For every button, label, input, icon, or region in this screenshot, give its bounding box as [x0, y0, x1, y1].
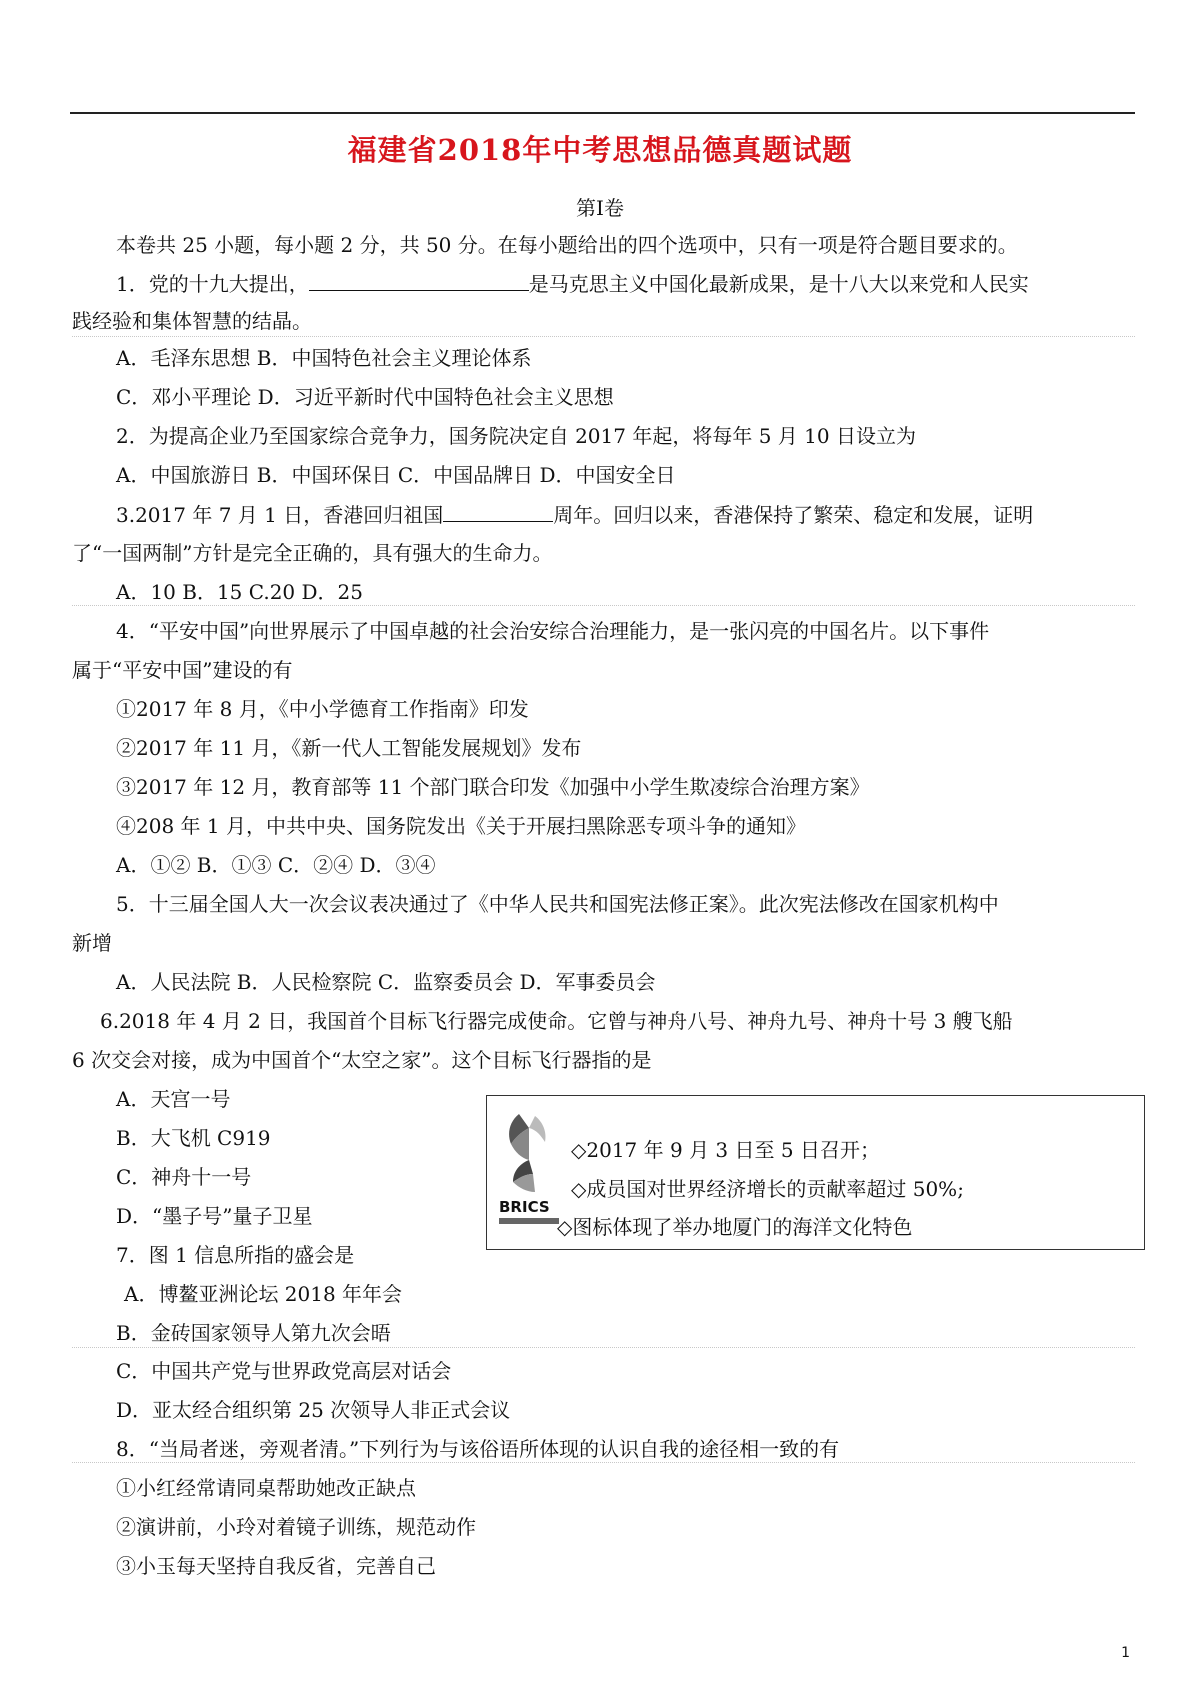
question-4-item-4: ④208 年 1 月，中共中央、国务院发出《关于开展扫黑除恶专项斗争的通知》 — [116, 814, 806, 838]
question-7-option-b: B．金砖国家领导人第九次会晤 — [116, 1321, 391, 1345]
question-5: 5．十三届全国人大一次会议表决通过了《中华人民共和国宪法修正案》。此次宪法修改在国家机构中 — [116, 892, 999, 916]
logo-text: BRICS — [499, 1198, 550, 1216]
question-7-option-a: A．博鳌亚洲论坛 2018 年年会 — [124, 1282, 403, 1306]
question-6-option-b: B．大飞机 C919 — [116, 1126, 271, 1150]
question-6-option-c: C．神舟十一号 — [116, 1165, 252, 1189]
dotted-divider — [72, 336, 1135, 337]
question-8-item-2: ②演讲前，小玲对着镜子训练，规范动作 — [116, 1515, 476, 1539]
question-3-post: 周年。回归以来，香港保持了繁荣、稳定和发展，证明 — [553, 503, 1034, 527]
question-1 — [116, 270, 1029, 297]
question-4-options: A．①② B．①③ C．②④ D．③④ — [116, 853, 436, 877]
question-3-options: A．10 B．15 C.20 D．25 — [116, 580, 363, 604]
question-1-post: 是马克思主义中国化最新成果，是十八大以来党和人民实 — [528, 272, 1029, 296]
section-heading: 第Ⅰ卷 — [576, 196, 624, 220]
question-4: 4．“平安中国”向世界展示了中国卓越的社会治安综合治理能力，是一张闪亮的中国名片。以下事件 — [116, 619, 990, 643]
question-4-item-3: ③2017 年 12 月，教育部等 11 个部门联合印发《加强中小学生欺凌综合治理方案》 — [116, 775, 870, 799]
question-7-option-c: C．中国共产党与世界政党高层对话会 — [116, 1359, 452, 1383]
page-number: 1 — [1121, 1645, 1130, 1661]
answer-blank — [443, 501, 553, 522]
dotted-divider — [72, 1347, 1135, 1348]
question-1-options-a-b: A．毛泽东思想 B．中国特色社会主义理论体系 — [116, 346, 532, 370]
question-5-options: A．人民法院 B．人民检察院 C．监察委员会 D．军事委员会 — [116, 970, 656, 994]
document-title: 福建省2018年中考思想品德真题试题 — [347, 133, 853, 167]
info-line-3: ◇图标体现了举办地厦门的海洋文化特色 — [557, 1215, 913, 1239]
question-2: 2．为提高企业乃至国家综合竞争力，国务院决定自 2017 年起，将每年 5 月 10 日设立为 — [116, 424, 916, 448]
question-3-pre: 3.2017 年 7 月 1 日，香港回归祖国 — [116, 503, 444, 527]
question-1-pre: 1．党的十九大提出， — [116, 272, 309, 296]
question-6-option-a: A．天宫一号 — [116, 1087, 231, 1111]
question-1-options-c-d: C．邓小平理论 D．习近平新时代中国特色社会主义思想 — [116, 385, 614, 409]
question-4-item-1: ①2017 年 8 月，《中小学德育工作指南》印发 — [116, 697, 529, 721]
question-5-cont: 新增 — [72, 931, 112, 955]
dotted-divider — [72, 605, 1135, 606]
question-8-item-3: ③小玉每天坚持自我反省，完善自己 — [116, 1554, 436, 1578]
figure-1-info-box — [486, 1095, 1145, 1250]
instructions: 本卷共 25 小题，每小题 2 分，共 50 分。在每小题给出的四个选项中，只有一项是符合题目要求的。 — [116, 233, 1018, 257]
answer-blank — [309, 270, 529, 291]
question-8: 8．“当局者迷，旁观者清。”下列行为与该俗语所体现的认识自我的途径相一致的有 — [116, 1437, 840, 1461]
question-7: 7．图 1 信息所指的盛会是 — [116, 1243, 355, 1267]
info-line-2: ◇成员国对世界经济增长的贡献率超过 50%; — [571, 1177, 964, 1201]
question-7-option-d: D．亚太经合组织第 25 次领导人非正式会议 — [116, 1398, 511, 1422]
header-rule — [70, 112, 1135, 114]
question-8-item-1: ①小红经常请同桌帮助她改正缺点 — [116, 1476, 416, 1500]
question-4-cont: 属于“平安中国”建设的有 — [72, 658, 293, 682]
question-6: 6.2018 年 4 月 2 日，我国首个目标飞行器完成使命。它曾与神舟八号、神舟九号、神舟十号 3 艘飞船 — [100, 1009, 1013, 1033]
question-3 — [116, 501, 1033, 528]
dotted-divider — [72, 1462, 1135, 1463]
brics-logo-icon — [499, 1108, 565, 1230]
question-3-cont: 了“一国两制”方针是完全正确的，具有强大的生命力。 — [72, 541, 553, 565]
info-line-1: ◇2017 年 9 月 3 日至 5 日召开； — [571, 1138, 880, 1162]
question-6-option-d: D．“墨子号”量子卫星 — [116, 1204, 313, 1228]
question-1-cont: 践经验和集体智慧的结晶。 — [72, 309, 312, 333]
question-4-item-2: ②2017 年 11 月，《新一代人工智能发展规划》发布 — [116, 736, 582, 760]
question-2-options: A．中国旅游日 B．中国环保日 C．中国品牌日 D．中国安全日 — [116, 463, 676, 487]
question-6-cont: 6 次交会对接，成为中国首个“太空之家”。这个目标飞行器指的是 — [72, 1048, 652, 1072]
